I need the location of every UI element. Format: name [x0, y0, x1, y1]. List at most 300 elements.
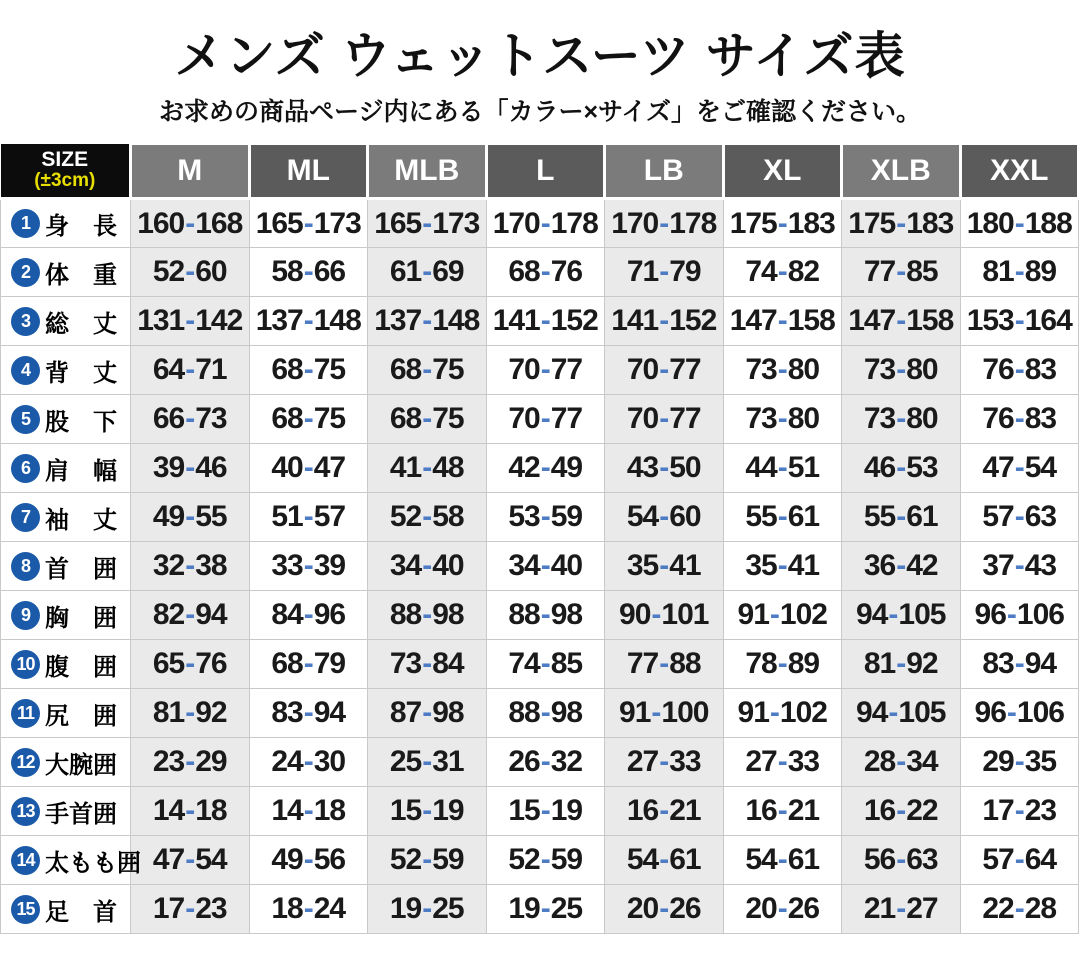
range-hyphen: - [659, 255, 669, 288]
range-hyphen: - [651, 598, 661, 631]
value-cell: 74-85 [486, 640, 605, 689]
row-label: 股 下 [45, 408, 117, 436]
value-cell: 55-61 [723, 493, 842, 542]
range-hyphen: - [303, 598, 313, 631]
value-cell: 73-80 [842, 395, 961, 444]
range-hyphen: - [1014, 745, 1024, 778]
range-hyphen: - [303, 206, 313, 240]
value-cell: 73-84 [368, 640, 487, 689]
range-hyphen: - [659, 745, 669, 778]
column-header-xlb: XLB [842, 144, 961, 199]
value-cell: 153-164 [960, 297, 1079, 346]
range-hyphen: - [896, 451, 906, 484]
range-hyphen: - [422, 794, 432, 827]
value-cell: 23-29 [131, 738, 250, 787]
range-hyphen: - [1014, 843, 1024, 876]
range-hyphen: - [659, 843, 669, 876]
row-label: 腹 囲 [45, 653, 117, 681]
range-hyphen: - [896, 402, 906, 435]
value-cell: 46-53 [842, 444, 961, 493]
range-hyphen: - [422, 500, 432, 533]
range-hyphen: - [422, 304, 432, 337]
value-cell: 94-105 [842, 591, 961, 640]
row-label-cell [1, 640, 131, 689]
range-hyphen: - [540, 500, 550, 533]
range-hyphen: - [1014, 451, 1024, 484]
row-label-cell [1, 836, 141, 885]
table-row [1, 297, 1079, 346]
range-hyphen: - [422, 451, 432, 484]
row-label-cell [1, 248, 131, 297]
range-hyphen: - [422, 402, 432, 435]
row-number-badge: 3 [11, 307, 40, 336]
range-hyphen: - [185, 794, 195, 827]
value-cell: 52-60 [131, 248, 250, 297]
value-cell: 14-18 [131, 787, 250, 836]
range-hyphen: - [422, 696, 432, 729]
range-hyphen: - [185, 353, 195, 386]
range-hyphen: - [896, 255, 906, 288]
range-hyphen: - [777, 402, 787, 435]
table-row [1, 591, 1079, 640]
value-cell: 147-158 [723, 297, 842, 346]
value-cell: 49-55 [131, 493, 250, 542]
value-cell: 160-168 [131, 199, 250, 248]
range-hyphen: - [1014, 255, 1024, 288]
value-cell: 20-26 [605, 885, 724, 934]
value-cell: 68-75 [249, 346, 368, 395]
table-row [1, 444, 1079, 493]
value-cell: 88-98 [368, 591, 487, 640]
value-cell: 73-80 [723, 395, 842, 444]
value-cell: 73-80 [842, 346, 961, 395]
value-cell: 88-98 [486, 689, 605, 738]
table-row [1, 542, 1079, 591]
value-cell: 28-34 [842, 738, 961, 787]
value-cell: 90-101 [605, 591, 724, 640]
table-row [1, 640, 1079, 689]
row-label-cell [1, 444, 131, 493]
value-cell: 170-178 [605, 199, 724, 248]
range-hyphen: - [303, 745, 313, 778]
value-cell: 70-77 [605, 395, 724, 444]
row-label-cell [1, 689, 131, 738]
value-cell: 57-63 [960, 493, 1079, 542]
range-hyphen: - [777, 892, 787, 925]
value-cell: 36-42 [842, 542, 961, 591]
row-label: 足 首 [45, 898, 117, 926]
value-cell: 73-80 [723, 346, 842, 395]
value-cell: 41-48 [368, 444, 487, 493]
value-cell: 56-63 [842, 836, 961, 885]
value-cell: 22-28 [960, 885, 1079, 934]
range-hyphen: - [896, 745, 906, 778]
value-cell: 15-19 [486, 787, 605, 836]
row-label-cell [1, 199, 131, 248]
range-hyphen: - [540, 647, 550, 680]
value-cell: 70-77 [486, 346, 605, 395]
range-hyphen: - [185, 304, 195, 337]
value-cell: 96-106 [960, 591, 1079, 640]
value-cell: 16-22 [842, 787, 961, 836]
value-cell: 32-38 [131, 542, 250, 591]
range-hyphen: - [540, 304, 550, 337]
value-cell: 91-102 [723, 591, 842, 640]
value-cell: 49-56 [249, 836, 368, 885]
value-cell: 175-183 [723, 199, 842, 248]
value-cell: 44-51 [723, 444, 842, 493]
value-cell: 65-76 [131, 640, 250, 689]
column-header-l: L [486, 144, 605, 199]
value-cell: 14-18 [249, 787, 368, 836]
value-cell: 16-21 [723, 787, 842, 836]
range-hyphen: - [185, 206, 195, 240]
row-number-badge: 15 [11, 895, 40, 924]
row-number-badge: 13 [11, 797, 40, 826]
range-hyphen: - [659, 647, 669, 680]
size-table [0, 142, 1080, 934]
range-hyphen: - [303, 794, 313, 827]
range-hyphen: - [185, 647, 195, 680]
range-hyphen: - [769, 598, 779, 631]
range-hyphen: - [540, 794, 550, 827]
value-cell: 84-96 [249, 591, 368, 640]
range-hyphen: - [422, 745, 432, 778]
value-cell: 83-94 [960, 640, 1079, 689]
value-cell: 53-59 [486, 493, 605, 542]
range-hyphen: - [185, 598, 195, 631]
range-hyphen: - [896, 794, 906, 827]
range-hyphen: - [303, 892, 313, 925]
range-hyphen: - [540, 353, 550, 386]
range-hyphen: - [540, 402, 550, 435]
range-hyphen: - [1014, 549, 1024, 582]
range-hyphen: - [777, 255, 787, 288]
range-hyphen: - [185, 843, 195, 876]
range-hyphen: - [185, 255, 195, 288]
range-hyphen: - [540, 255, 550, 288]
range-hyphen: - [888, 598, 898, 631]
range-hyphen: - [540, 892, 550, 925]
value-cell: 55-61 [842, 493, 961, 542]
range-hyphen: - [422, 892, 432, 925]
value-cell: 47-54 [960, 444, 1079, 493]
range-hyphen: - [185, 451, 195, 484]
row-number-badge: 14 [11, 846, 40, 875]
row-label: 尻 囲 [45, 702, 117, 730]
value-cell: 91-100 [605, 689, 724, 738]
range-hyphen: - [303, 647, 313, 680]
range-hyphen: - [1014, 353, 1024, 386]
value-cell: 51-57 [249, 493, 368, 542]
value-cell: 68-79 [249, 640, 368, 689]
range-hyphen: - [777, 206, 787, 240]
row-label-cell [1, 493, 131, 542]
value-cell: 18-24 [249, 885, 368, 934]
value-cell: 52-59 [368, 836, 487, 885]
row-number-badge: 7 [11, 503, 40, 532]
value-cell: 180-188 [960, 199, 1079, 248]
range-hyphen: - [185, 892, 195, 925]
range-hyphen: - [422, 843, 432, 876]
value-cell: 68-75 [249, 395, 368, 444]
value-cell: 78-89 [723, 640, 842, 689]
value-cell: 35-41 [605, 542, 724, 591]
value-cell: 76-83 [960, 395, 1079, 444]
range-hyphen: - [777, 843, 787, 876]
value-cell: 77-85 [842, 248, 961, 297]
value-cell: 35-41 [723, 542, 842, 591]
range-hyphen: - [540, 549, 550, 582]
range-hyphen: - [777, 794, 787, 827]
range-hyphen: - [1014, 500, 1024, 533]
range-hyphen: - [659, 892, 669, 925]
range-hyphen: - [777, 745, 787, 778]
range-hyphen: - [659, 794, 669, 827]
row-number-badge: 1 [11, 209, 40, 238]
value-cell: 34-40 [486, 542, 605, 591]
range-hyphen: - [896, 892, 906, 925]
range-hyphen: - [185, 549, 195, 582]
table-row [1, 885, 1079, 934]
range-hyphen: - [185, 745, 195, 778]
column-header-m: M [131, 144, 250, 199]
table-row [1, 248, 1079, 297]
range-hyphen: - [303, 304, 313, 337]
range-hyphen: - [422, 647, 432, 680]
range-hyphen: - [1014, 892, 1024, 925]
table-row [1, 199, 1079, 248]
range-hyphen: - [777, 647, 787, 680]
value-cell: 81-92 [131, 689, 250, 738]
row-number-badge: 8 [11, 552, 40, 581]
value-cell: 87-98 [368, 689, 487, 738]
range-hyphen: - [303, 843, 313, 876]
table-row [1, 738, 1079, 787]
value-cell: 68-75 [368, 395, 487, 444]
value-cell: 19-25 [368, 885, 487, 934]
value-cell: 77-88 [605, 640, 724, 689]
table-row [1, 493, 1079, 542]
value-cell: 66-73 [131, 395, 250, 444]
value-cell: 21-27 [842, 885, 961, 934]
range-hyphen: - [185, 696, 195, 729]
range-hyphen: - [1006, 598, 1016, 631]
range-hyphen: - [896, 304, 906, 337]
row-label-cell [1, 346, 131, 395]
row-label-cell [1, 591, 131, 640]
value-cell: 141-152 [486, 297, 605, 346]
value-cell: 54-61 [723, 836, 842, 885]
row-number-badge: 10 [11, 650, 40, 679]
range-hyphen: - [659, 549, 669, 582]
value-cell: 68-76 [486, 248, 605, 297]
range-hyphen: - [303, 696, 313, 729]
value-cell: 165-173 [249, 199, 368, 248]
value-cell: 88-98 [486, 591, 605, 640]
table-row [1, 787, 1079, 836]
range-hyphen: - [651, 696, 661, 729]
row-label: 首 囲 [45, 555, 117, 583]
range-hyphen: - [185, 402, 195, 435]
range-hyphen: - [303, 255, 313, 288]
range-hyphen: - [422, 353, 432, 386]
range-hyphen: - [185, 500, 195, 533]
value-cell: 37-43 [960, 542, 1079, 591]
row-label: 背 丈 [45, 359, 117, 387]
range-hyphen: - [1014, 647, 1024, 680]
row-label: 大腕囲 [45, 751, 117, 779]
range-hyphen: - [896, 843, 906, 876]
value-cell: 27-33 [723, 738, 842, 787]
row-label: 総 丈 [45, 310, 117, 338]
row-number-badge: 12 [11, 748, 40, 777]
range-hyphen: - [896, 206, 906, 240]
value-cell: 43-50 [605, 444, 724, 493]
value-cell: 82-94 [131, 591, 250, 640]
range-hyphen: - [540, 843, 550, 876]
range-hyphen: - [1006, 696, 1016, 729]
range-hyphen: - [303, 402, 313, 435]
value-cell: 137-148 [368, 297, 487, 346]
value-cell: 26-32 [486, 738, 605, 787]
value-cell: 52-58 [368, 493, 487, 542]
value-cell: 33-39 [249, 542, 368, 591]
value-cell: 54-61 [605, 836, 724, 885]
range-hyphen: - [540, 745, 550, 778]
table-row [1, 395, 1079, 444]
row-number-badge: 11 [11, 699, 40, 728]
value-cell: 27-33 [605, 738, 724, 787]
row-number-badge: 6 [11, 454, 40, 483]
row-number-badge: 9 [11, 601, 40, 630]
range-hyphen: - [422, 255, 432, 288]
value-cell: 15-19 [368, 787, 487, 836]
value-cell: 94-105 [842, 689, 961, 738]
value-cell: 70-77 [486, 395, 605, 444]
range-hyphen: - [540, 598, 550, 631]
range-hyphen: - [1014, 206, 1024, 240]
value-cell: 64-71 [131, 346, 250, 395]
value-cell: 74-82 [723, 248, 842, 297]
size-tolerance-label: (±3cm) [34, 170, 96, 192]
table-row [1, 836, 1079, 885]
row-label: 袖 丈 [45, 506, 117, 534]
range-hyphen: - [888, 696, 898, 729]
size-chart-page [0, 16, 1080, 934]
row-number-badge: 4 [11, 356, 40, 385]
value-cell: 81-92 [842, 640, 961, 689]
value-cell: 42-49 [486, 444, 605, 493]
row-label: 手首囲 [45, 800, 117, 828]
row-label-cell [1, 787, 131, 836]
row-label-cell [1, 297, 131, 346]
value-cell: 71-79 [605, 248, 724, 297]
value-cell: 24-30 [249, 738, 368, 787]
row-number-badge: 2 [11, 258, 40, 287]
page-title: メンズ ウェットスーツ サイズ表 [174, 28, 906, 84]
range-hyphen: - [659, 500, 669, 533]
range-hyphen: - [540, 206, 550, 240]
value-cell: 68-75 [368, 346, 487, 395]
range-hyphen: - [659, 353, 669, 386]
value-cell: 57-64 [960, 836, 1079, 885]
value-cell: 25-31 [368, 738, 487, 787]
range-hyphen: - [896, 647, 906, 680]
range-hyphen: - [896, 353, 906, 386]
row-label-cell [1, 738, 131, 787]
value-cell: 19-25 [486, 885, 605, 934]
value-cell: 39-46 [131, 444, 250, 493]
row-label: 胸 囲 [45, 604, 117, 632]
value-cell: 20-26 [723, 885, 842, 934]
column-header-xl: XL [723, 144, 842, 199]
value-cell: 70-77 [605, 346, 724, 395]
range-hyphen: - [422, 206, 432, 240]
range-hyphen: - [777, 451, 787, 484]
value-cell: 165-173 [368, 199, 487, 248]
page-subtitle: お求めの商品ページ内にある「カラー×サイズ」をご確認ください。 [158, 98, 922, 126]
value-cell: 83-94 [249, 689, 368, 738]
range-hyphen: - [777, 549, 787, 582]
column-header-lb: LB [605, 144, 724, 199]
value-cell: 29-35 [960, 738, 1079, 787]
row-label: 肩 幅 [45, 457, 117, 485]
value-cell: 16-21 [605, 787, 724, 836]
value-cell: 54-60 [605, 493, 724, 542]
value-cell: 81-89 [960, 248, 1079, 297]
range-hyphen: - [422, 549, 432, 582]
value-cell: 131-142 [131, 297, 250, 346]
range-hyphen: - [1014, 304, 1024, 337]
range-hyphen: - [777, 353, 787, 386]
range-hyphen: - [1014, 402, 1024, 435]
value-cell: 137-148 [249, 297, 368, 346]
value-cell: 47-54 [131, 836, 250, 885]
table-row [1, 689, 1079, 738]
range-hyphen: - [659, 451, 669, 484]
column-header-xxl: XXL [960, 144, 1079, 199]
value-cell: 175-183 [842, 199, 961, 248]
value-cell: 91-102 [723, 689, 842, 738]
row-label: 体 重 [45, 261, 117, 289]
range-hyphen: - [1014, 794, 1024, 827]
range-hyphen: - [303, 500, 313, 533]
size-corner-cell [1, 144, 131, 199]
range-hyphen: - [540, 451, 550, 484]
value-cell: 141-152 [605, 297, 724, 346]
range-hyphen: - [896, 549, 906, 582]
value-cell: 34-40 [368, 542, 487, 591]
range-hyphen: - [896, 500, 906, 533]
value-cell: 52-59 [486, 836, 605, 885]
range-hyphen: - [777, 500, 787, 533]
value-cell: 96-106 [960, 689, 1079, 738]
range-hyphen: - [769, 696, 779, 729]
range-hyphen: - [659, 402, 669, 435]
range-hyphen: - [303, 549, 313, 582]
row-label: 身 長 [45, 213, 117, 240]
value-cell: 170-178 [486, 199, 605, 248]
table-row [1, 346, 1079, 395]
size-corner-label: SIZE [41, 148, 89, 172]
row-label-cell [1, 542, 131, 591]
value-cell: 76-83 [960, 346, 1079, 395]
range-hyphen: - [303, 451, 313, 484]
range-hyphen: - [303, 353, 313, 386]
value-cell: 17-23 [131, 885, 250, 934]
range-hyphen: - [659, 304, 669, 337]
